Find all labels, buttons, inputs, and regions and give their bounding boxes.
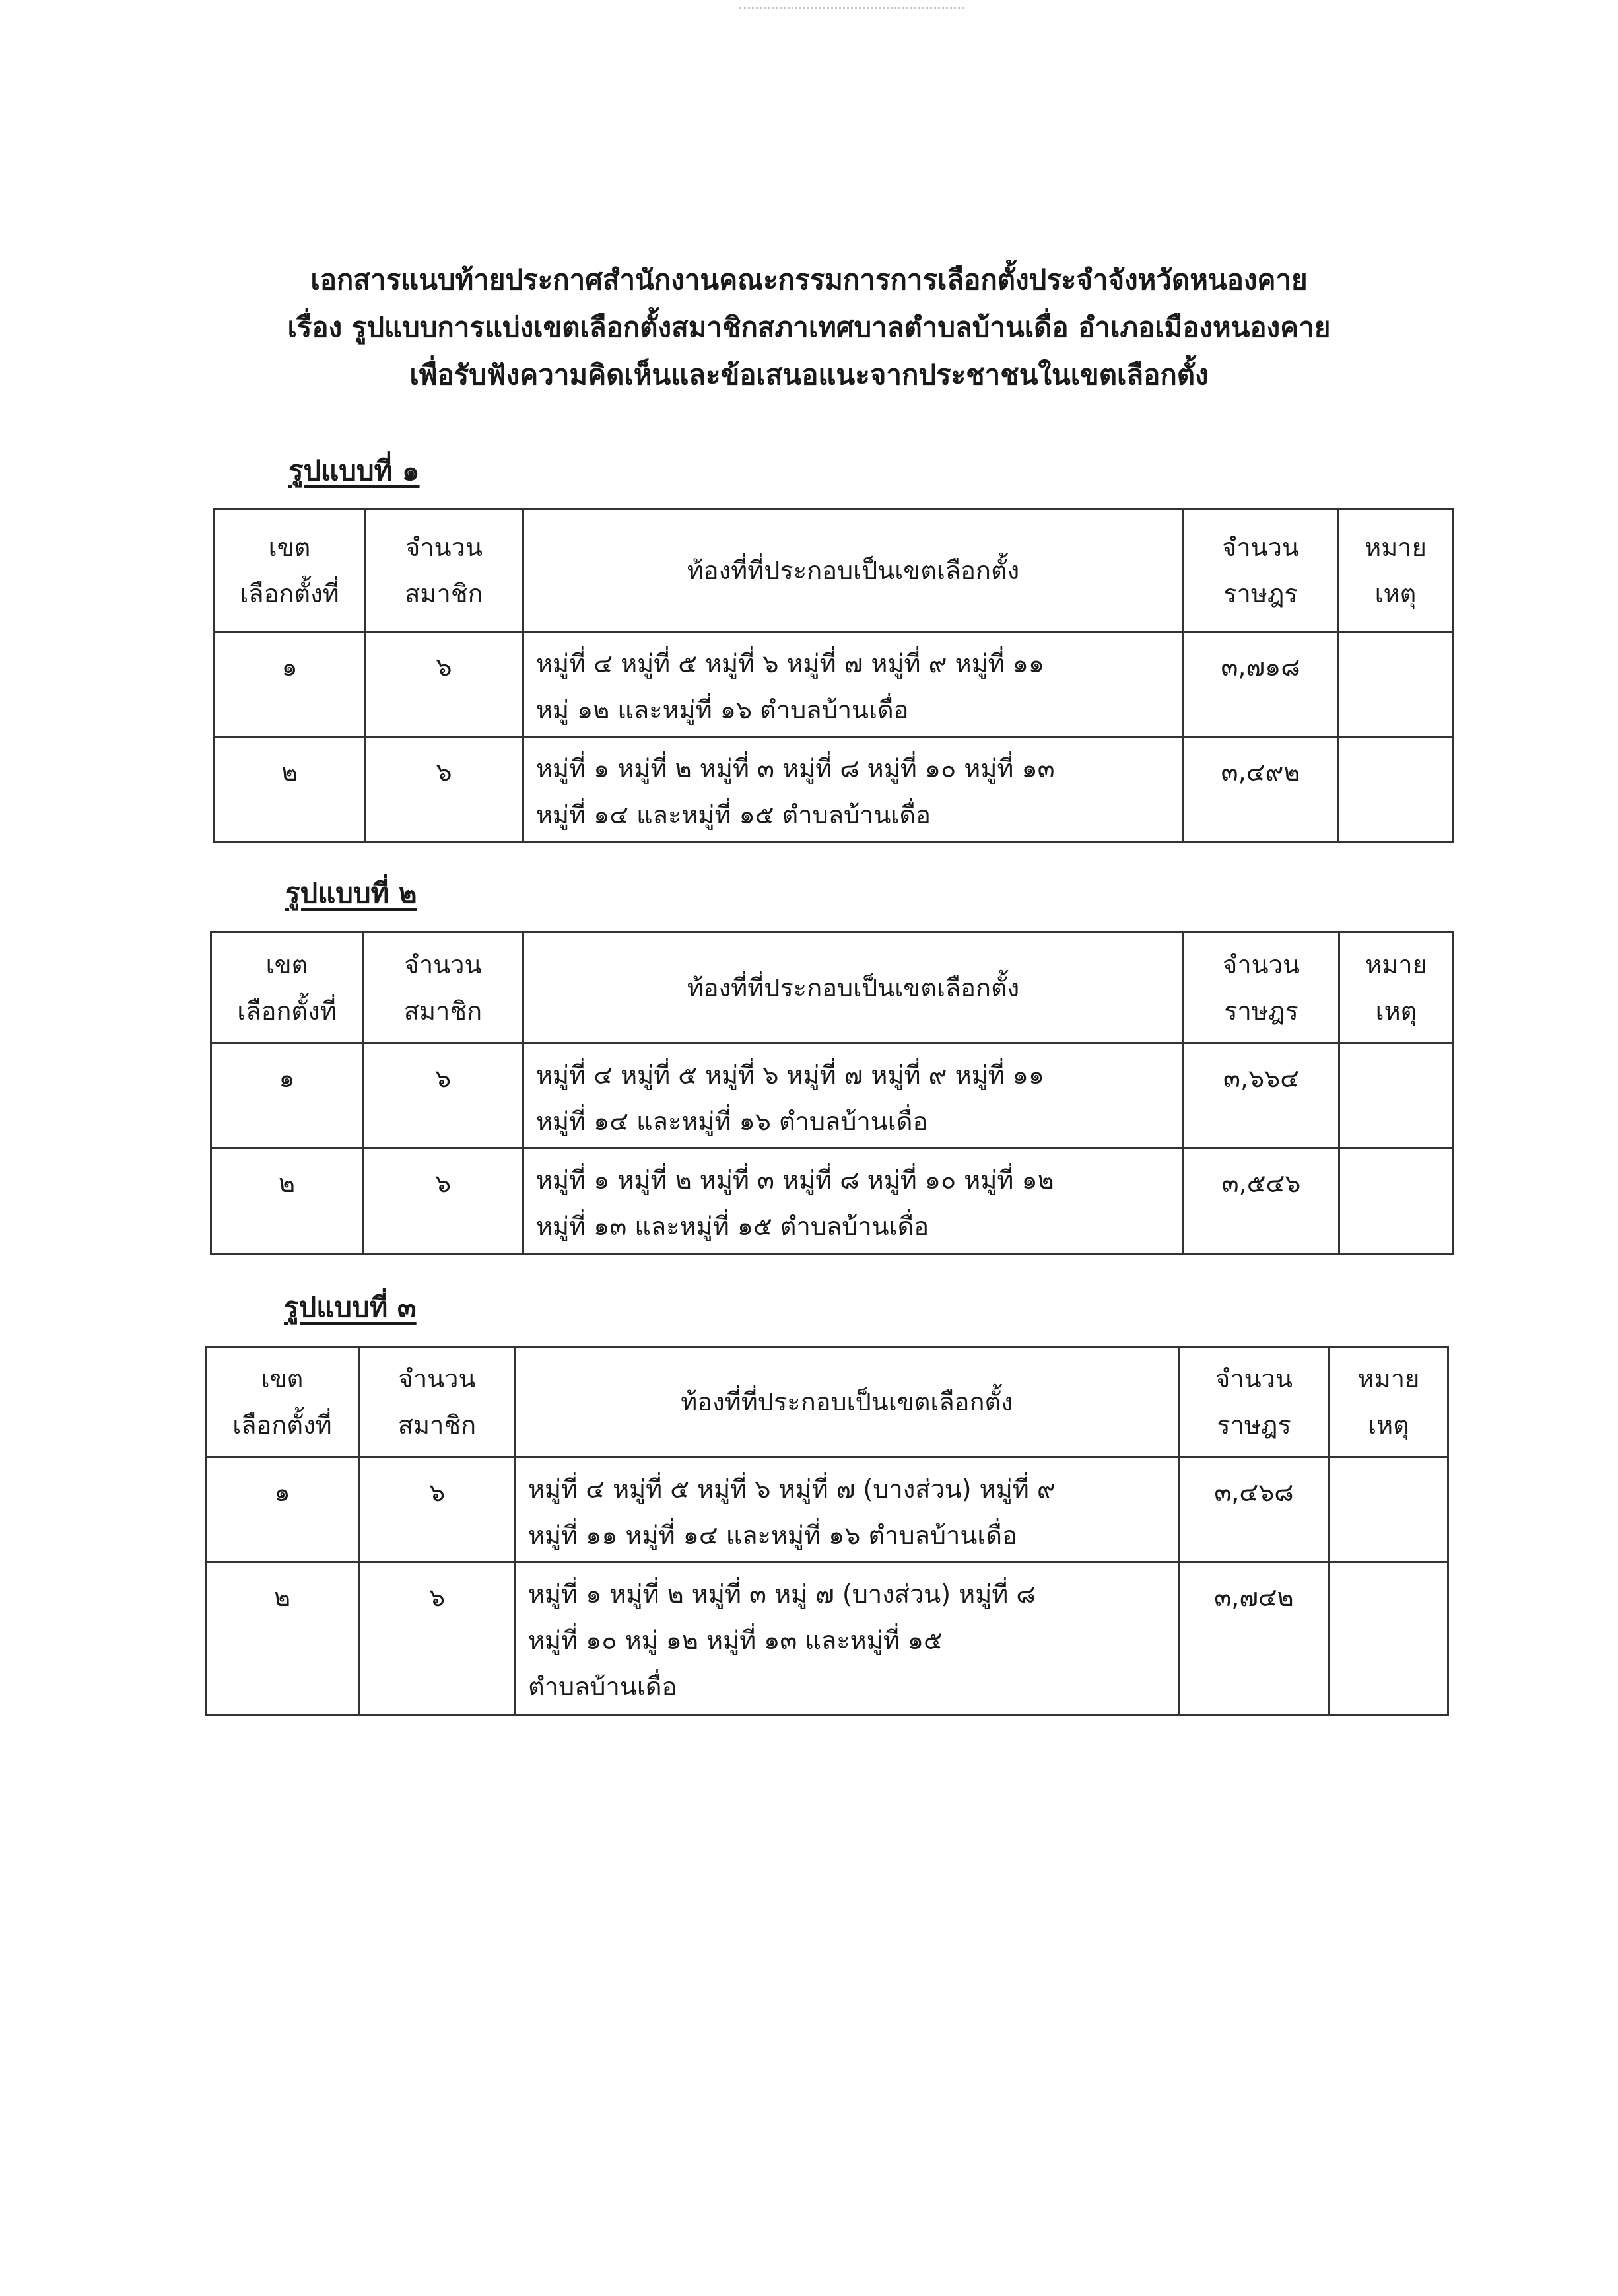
district-cell: ๒ (206, 1562, 359, 1716)
table-row (211, 1043, 1454, 1148)
table-header-row (211, 932, 1454, 1043)
table-row (206, 1457, 1448, 1562)
area-header: ท้องที่ที่ประกอบเป็นเขตเลือกตั้ง (523, 932, 1184, 1043)
members-header: จำนวน สมาชิก (365, 510, 523, 632)
area-cell: หมู่ที่ ๔ หมู่ที่ ๕ หมู่ที่ ๖ หมู่ที่ ๗ (บางส่วน) หมู่ที่ ๙ หมู่ที่ ๑๑ หมู่ที่ ๑๔ และหมู่ที่ ๑๖ ตำบลบ้านเดื่อ (516, 1457, 1179, 1562)
district-cell: ๑ (206, 1457, 359, 1562)
population-cell: ๓,๕๔๖ (1184, 1148, 1339, 1254)
members-cell: ๖ (363, 1148, 523, 1254)
table-row (211, 1148, 1454, 1254)
remarks-header: หมาย เหตุ (1330, 1347, 1448, 1457)
title-line-1: เอกสารแนบท้ายประกาศสำนักงานคณะกรรมการการเลือกตั้งประจำจังหวัดหนองคาย (310, 263, 1308, 296)
members-cell: ๖ (365, 632, 523, 737)
remarks-cell (1330, 1562, 1448, 1716)
population-cell: ๓,๖๖๔ (1184, 1043, 1339, 1148)
members-cell: ๖ (363, 1043, 523, 1148)
title-line-2: เรื่อง รูปแบบการแบ่งเขตเลือกตั้งสมาชิกสภาเทศบาลตำบลบ้านเดื่อ อำเภอเมืองหนองคาย (287, 311, 1331, 343)
district-cell: ๑ (215, 632, 365, 737)
area-cell: หมู่ที่ ๔ หมู่ที่ ๕ หมู่ที่ ๖ หมู่ที่ ๗ หมู่ที่ ๙ หมู่ที่ ๑๑ หมู่ที่ ๑๔ และหมู่ที่ ๑๖ ตำบลบ้านเดื่อ (523, 1043, 1184, 1148)
district-header: เขต เลือกตั้งที่ (215, 510, 365, 632)
district-header: เขต เลือกตั้งที่ (211, 932, 363, 1043)
members-header: จำนวน สมาชิก (363, 932, 523, 1043)
area-cell: หมู่ที่ ๑ หมู่ที่ ๒ หมู่ที่ ๓ หมู่ที่ ๘ หมู่ที่ ๑๐ หมู่ที่ ๑๓ หมู่ที่ ๑๔ และหมู่ที่ ๑๕ ตำบลบ้านเดื่อ (523, 737, 1184, 842)
table-header-row (215, 510, 1454, 632)
population-cell: ๓,๔๙๒ (1184, 737, 1338, 842)
pattern-1-table (213, 508, 1454, 843)
document-title (0, 256, 1618, 399)
pattern-2-heading: รูปแบบที่ ๒ (285, 877, 417, 909)
pattern-3-heading: รูปแบบที่ ๓ (284, 1291, 417, 1323)
remarks-cell (1338, 632, 1454, 737)
area-cell: หมู่ที่ ๑ หมู่ที่ ๒ หมู่ที่ ๓ หมู่ ๗ (บางส่วน) หมู่ที่ ๘ หมู่ที่ ๑๐ หมู่ ๑๒ หมู่ที่ ๑๓ และหมู่ที่ ๑๕ ตำบลบ้านเดื่อ (516, 1562, 1179, 1716)
members-cell: ๖ (359, 1457, 516, 1562)
remarks-header: หมาย เหตุ (1338, 510, 1454, 632)
population-header: จำนวน ราษฎร (1184, 932, 1339, 1043)
area-cell: หมู่ที่ ๔ หมู่ที่ ๕ หมู่ที่ ๖ หมู่ที่ ๗ หมู่ที่ ๙ หมู่ที่ ๑๑ หมู่ ๑๒ และหมู่ที่ ๑๖ ตำบลบ้านเดื่อ (523, 632, 1184, 737)
population-header: จำนวน ราษฎร (1184, 510, 1338, 632)
remarks-cell (1330, 1457, 1448, 1562)
population-cell: ๓,๗๑๘ (1184, 632, 1338, 737)
members-cell: ๖ (365, 737, 523, 842)
district-cell: ๒ (215, 737, 365, 842)
members-cell: ๖ (359, 1562, 516, 1716)
remarks-cell (1339, 1148, 1454, 1254)
population-cell: ๓,๗๔๒ (1179, 1562, 1330, 1716)
table-row (206, 1562, 1448, 1716)
population-cell: ๓,๔๖๘ (1179, 1457, 1330, 1562)
remarks-cell (1338, 737, 1454, 842)
district-header: เขต เลือกตั้งที่ (206, 1347, 359, 1457)
area-header: ท้องที่ที่ประกอบเป็นเขตเลือกตั้ง (516, 1347, 1179, 1457)
table-row (215, 632, 1454, 737)
scan-artifact (739, 0, 964, 9)
district-cell: ๒ (211, 1148, 363, 1254)
title-line-3: เพื่อรับฟังความคิดเห็นและข้อเสนอแนะจากประชาชนในเขตเลือกตั้ง (409, 359, 1209, 391)
pattern-1-heading: รูปแบบที่ ๑ (288, 454, 420, 487)
population-header: จำนวน ราษฎร (1179, 1347, 1330, 1457)
pattern-3-table (205, 1346, 1449, 1716)
remarks-header: หมาย เหตุ (1339, 932, 1454, 1043)
pattern-2-table (210, 931, 1454, 1255)
area-header: ท้องที่ที่ประกอบเป็นเขตเลือกตั้ง (523, 510, 1184, 632)
members-header: จำนวน สมาชิก (359, 1347, 516, 1457)
table-header-row (206, 1347, 1448, 1457)
district-cell: ๑ (211, 1043, 363, 1148)
remarks-cell (1339, 1043, 1454, 1148)
table-row (215, 737, 1454, 842)
area-cell: หมู่ที่ ๑ หมู่ที่ ๒ หมู่ที่ ๓ หมู่ที่ ๘ หมู่ที่ ๑๐ หมู่ที่ ๑๒ หมู่ที่ ๑๓ และหมู่ที่ ๑๕ ตำบลบ้านเดื่อ (523, 1148, 1184, 1254)
